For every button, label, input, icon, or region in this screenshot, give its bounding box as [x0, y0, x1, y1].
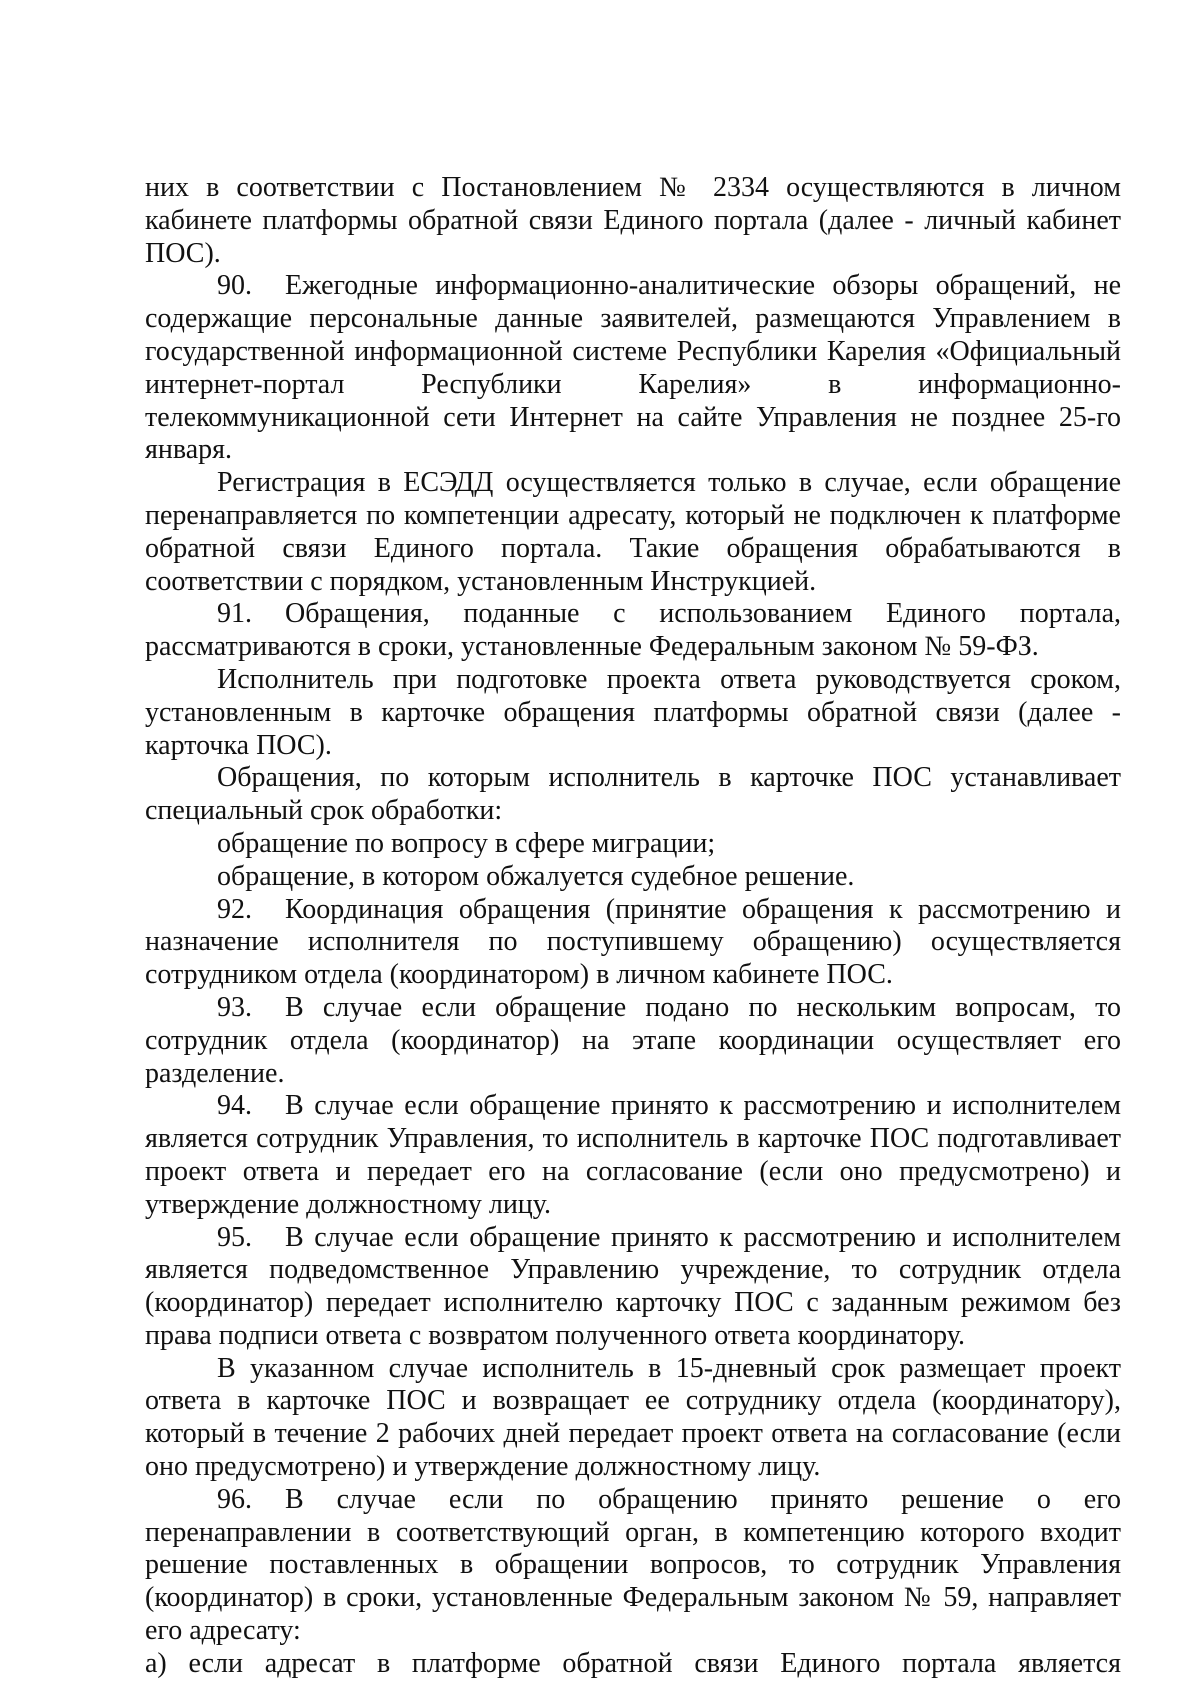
paragraph-95 [145, 1222, 1121, 1353]
paragraph-text: В случае если обращение подано по нескольким вопросам, то сотрудник отдела (координатор) на этапе координации осуществляет его разделение. [145, 991, 1121, 1089]
paragraph-91 [145, 598, 1121, 664]
paragraph-special-deadline: Обращения, по которым исполнитель в карточке ПОС устанавливает специальный срок обработки: [145, 762, 1121, 827]
paragraph-number: 95. [217, 1221, 252, 1253]
paragraph-number: 92. [217, 893, 252, 925]
paragraph-93 [145, 992, 1121, 1090]
list-item-a: а) если адресат в платформе обратной связи Единого портала является [145, 1647, 1121, 1679]
list-item-court-decision: обращение, в котором обжалуется судебное решение. [217, 860, 855, 892]
paragraph-registration: Регистрация в ЕСЭДД осуществляется только в случае, если обращение перенаправляется по компетенции адресату, который не подключен к платформе обратной связи Единого портала. Такие обращения обрабатываются в соответствии с порядком, установленным Инструкцией. [145, 467, 1121, 597]
paragraph-text: В случае если обращение принято к рассмотрению и исполнителем является подведомственное Управлению учреждение, то сотрудник отдела (координатор) передает исполнителю карточку ПОС с заданным режимом без права подписи ответа с возвратом полученного ответа координатору. [145, 1221, 1121, 1351]
paragraph-text: Обращения, поданные с использованием Единого портала, рассматриваются в сроки, установленные Федеральным законом № 59-ФЗ. [145, 598, 1121, 663]
paragraph-90 [145, 270, 1121, 467]
paragraph-number: 90. [217, 270, 252, 302]
paragraph-number: 96. [217, 1483, 252, 1515]
paragraph-text: В случае если по обращению принято решение о его перенаправлении в соответствующий орган, в компетенцию которого входит решение поставленных в обращении вопросов, то сотрудник Управления (координатор) в сроки, установленные Федеральным законом № 59, направляет его адресату: [145, 1483, 1121, 1647]
paragraph-number: 91. [217, 598, 252, 630]
list-item-migration: обращение по вопросу в сфере миграции; [217, 827, 716, 859]
paragraph-text: В случае если обращение принято к рассмотрению и исполнителем является сотрудник Управления, то исполнитель в карточке ПОС подготавливает проект ответа и передает его на согласование (если оно предусмотрено) и утверждение должностному лицу. [145, 1090, 1121, 1220]
document-page [145, 172, 1121, 1681]
paragraph-92 [145, 894, 1121, 992]
paragraph-number: 94. [217, 1090, 252, 1122]
paragraph-text: Координация обращения (принятие обращения к рассмотрению и назначение исполнителя по поступившему обращению) осуществляется сотрудником отдела (координатором) в личном кабинете ПОС. [145, 893, 1121, 991]
paragraph-15-day-deadline: В указанном случае исполнитель в 15-дневный срок размещает проект ответа в карточке ПОС и возвращает ее сотруднику отдела (координатору), который в течение 2 рабочих дней передает проект ответа на согласование (если оно предусмотрено) и утверждение должностному лицу. [145, 1352, 1121, 1483]
paragraph-number: 93. [217, 991, 252, 1023]
paragraph-96 [145, 1484, 1121, 1648]
paragraph-executor-deadline: Исполнитель при подготовке проекта ответа руководствуется сроком, установленным в карточке обращения платформы обратной связи (далее - карточка ПОС). [145, 663, 1121, 761]
paragraph-text: Ежегодные информационно-аналитические обзоры обращений, не содержащие персональные данные заявителей, размещаются Управлением в государственной информационной системе Республики Карелия «Официальный интернет-портал Республики Карелия» в информационно-телекоммуникационной сети Интернет на сайте Управления не позднее 25-го января. [145, 270, 1121, 466]
paragraph-continuation: них в соответствии с Постановлением № 2334 осуществляются в личном кабинете платформы обратной связи Единого портала (далее - личный кабинет ПОС). [145, 172, 1121, 269]
paragraph-94 [145, 1090, 1121, 1221]
